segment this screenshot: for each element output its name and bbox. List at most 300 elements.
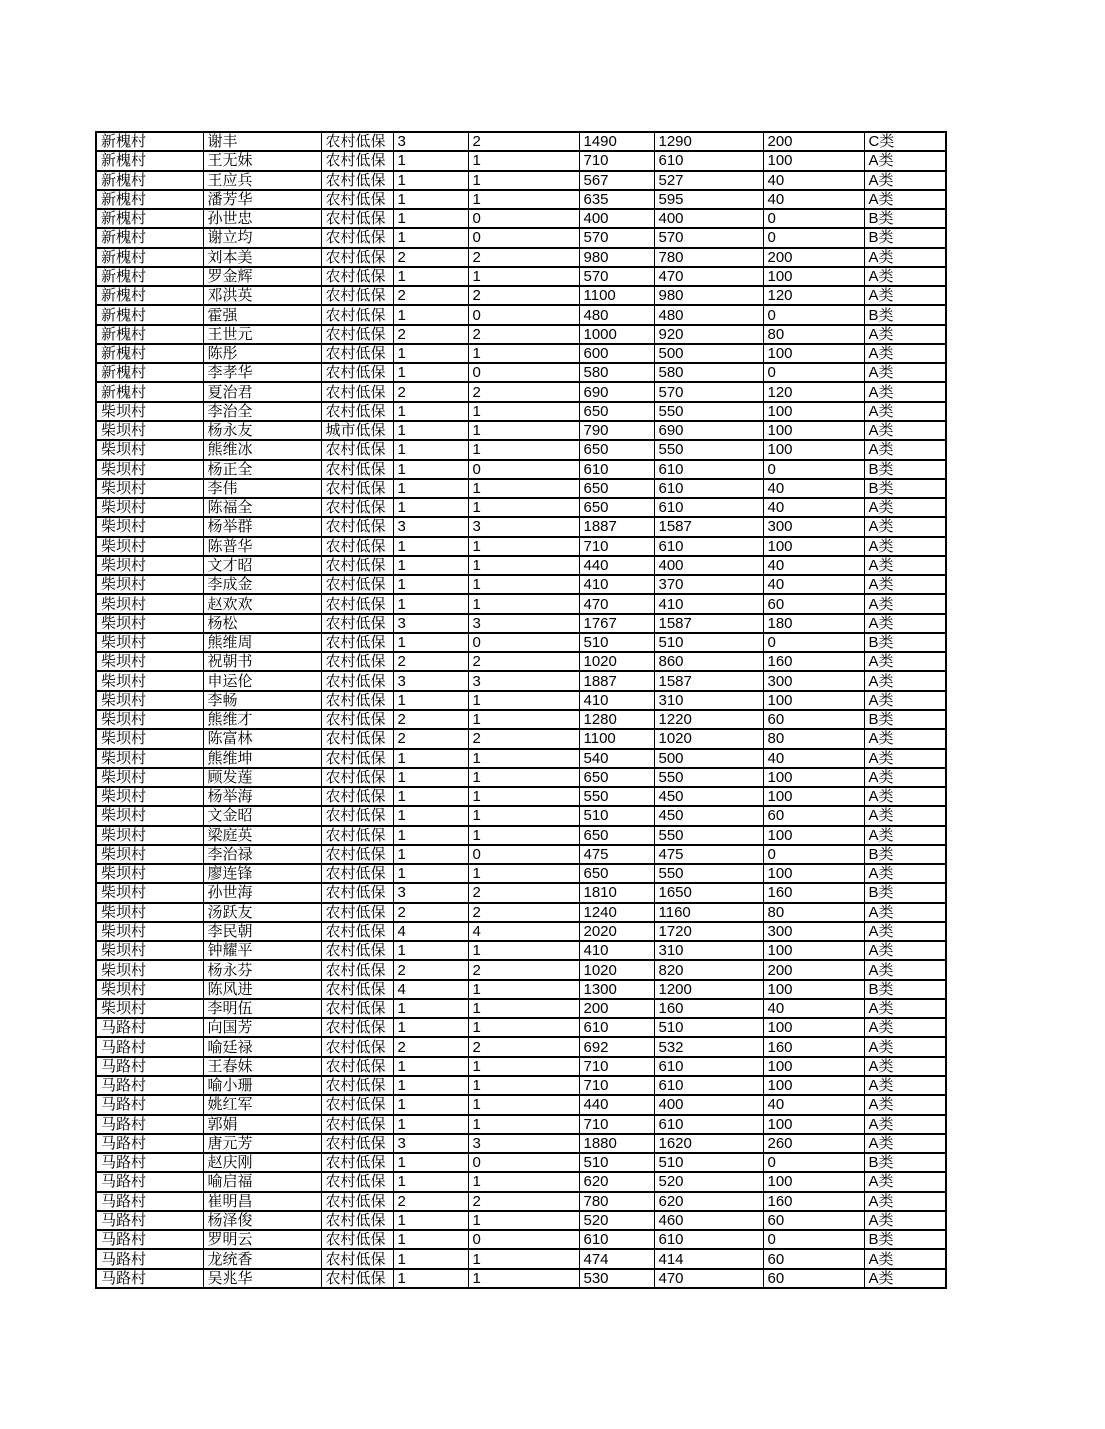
cell-amount-total: 650 — [579, 768, 654, 787]
cell-amount-diff: 0 — [763, 460, 864, 479]
cell-count-b: 1 — [468, 575, 579, 594]
cell-village: 柴坝村 — [96, 421, 203, 440]
cell-count-b: 1 — [468, 768, 579, 787]
cell-count-a: 1 — [393, 826, 468, 845]
cell-amount-base: 400 — [654, 209, 763, 228]
cell-person-name: 钟耀平 — [203, 941, 321, 960]
cell-amount-total: 530 — [579, 1269, 654, 1288]
cell-person-name: 廖连锋 — [203, 864, 321, 883]
cell-amount-base: 400 — [654, 1095, 763, 1114]
cell-village: 新槐村 — [96, 267, 203, 286]
table-row — [96, 1192, 946, 1211]
cell-welfare-type: 农村低保 — [321, 1018, 393, 1037]
cell-village: 新槐村 — [96, 325, 203, 344]
cell-count-a: 1 — [393, 498, 468, 517]
cell-count-a: 1 — [393, 209, 468, 228]
cell-amount-diff: 60 — [763, 1211, 864, 1230]
cell-amount-base: 410 — [654, 594, 763, 613]
cell-amount-diff: 160 — [763, 1037, 864, 1056]
cell-amount-diff: 40 — [763, 999, 864, 1018]
cell-count-b: 1 — [468, 864, 579, 883]
cell-person-name: 罗金辉 — [203, 267, 321, 286]
table-row — [96, 710, 946, 729]
cell-category: B类 — [864, 1230, 946, 1249]
cell-category: A类 — [864, 286, 946, 305]
cell-village: 柴坝村 — [96, 440, 203, 459]
cell-count-a: 1 — [393, 460, 468, 479]
cell-category: A类 — [864, 922, 946, 941]
cell-count-b: 1 — [468, 556, 579, 575]
cell-count-b: 0 — [468, 1230, 579, 1249]
cell-count-b: 0 — [468, 845, 579, 864]
table-row — [96, 749, 946, 768]
table-row — [96, 864, 946, 883]
cell-count-b: 1 — [468, 594, 579, 613]
cell-count-a: 1 — [393, 556, 468, 575]
cell-person-name: 喻廷禄 — [203, 1037, 321, 1056]
cell-person-name: 祝朝书 — [203, 652, 321, 671]
cell-welfare-type: 农村低保 — [321, 575, 393, 594]
cell-person-name: 霍强 — [203, 305, 321, 324]
cell-village: 马路村 — [96, 1153, 203, 1172]
cell-category: B类 — [864, 209, 946, 228]
cell-amount-base: 1587 — [654, 614, 763, 633]
cell-amount-total: 1887 — [579, 517, 654, 536]
cell-welfare-type: 农村低保 — [321, 845, 393, 864]
cell-amount-base: 570 — [654, 382, 763, 401]
cell-amount-base: 690 — [654, 421, 763, 440]
cell-person-name: 姚红军 — [203, 1095, 321, 1114]
cell-village: 柴坝村 — [96, 460, 203, 479]
cell-welfare-type: 农村低保 — [321, 228, 393, 247]
cell-count-b: 1 — [468, 749, 579, 768]
cell-amount-total: 1490 — [579, 132, 654, 151]
cell-person-name: 杨举海 — [203, 787, 321, 806]
cell-category: A类 — [864, 1037, 946, 1056]
cell-person-name: 杨永友 — [203, 421, 321, 440]
cell-amount-total: 474 — [579, 1249, 654, 1268]
cell-person-name: 李治禄 — [203, 845, 321, 864]
cell-amount-base: 310 — [654, 691, 763, 710]
cell-person-name: 孙世海 — [203, 883, 321, 902]
cell-amount-total: 650 — [579, 498, 654, 517]
cell-welfare-type: 农村低保 — [321, 1230, 393, 1249]
cell-count-b: 2 — [468, 1192, 579, 1211]
cell-person-name: 陈风进 — [203, 980, 321, 999]
cell-count-b: 2 — [468, 652, 579, 671]
cell-count-a: 4 — [393, 980, 468, 999]
cell-person-name: 李伟 — [203, 479, 321, 498]
cell-amount-base: 1200 — [654, 980, 763, 999]
cell-amount-diff: 300 — [763, 517, 864, 536]
cell-person-name: 陈富林 — [203, 729, 321, 748]
cell-amount-total: 1810 — [579, 883, 654, 902]
cell-category: A类 — [864, 421, 946, 440]
cell-count-a: 1 — [393, 267, 468, 286]
cell-welfare-type: 农村低保 — [321, 768, 393, 787]
cell-person-name: 李成金 — [203, 575, 321, 594]
cell-amount-total: 470 — [579, 594, 654, 613]
cell-person-name: 汤跃友 — [203, 903, 321, 922]
cell-village: 新槐村 — [96, 305, 203, 324]
cell-count-b: 0 — [468, 363, 579, 382]
cell-person-name: 吴兆华 — [203, 1269, 321, 1288]
cell-count-a: 2 — [393, 286, 468, 305]
table-row — [96, 344, 946, 363]
cell-welfare-type: 农村低保 — [321, 1037, 393, 1056]
cell-welfare-type: 农村低保 — [321, 556, 393, 575]
cell-category: A类 — [864, 1192, 946, 1211]
cell-amount-base: 610 — [654, 1057, 763, 1076]
cell-amount-base: 580 — [654, 363, 763, 382]
cell-village: 柴坝村 — [96, 517, 203, 536]
cell-category: B类 — [864, 1153, 946, 1172]
cell-person-name: 熊维冰 — [203, 440, 321, 459]
cell-amount-base: 450 — [654, 806, 763, 825]
table-row — [96, 305, 946, 324]
cell-person-name: 杨举群 — [203, 517, 321, 536]
cell-person-name: 文金昭 — [203, 806, 321, 825]
cell-amount-total: 580 — [579, 363, 654, 382]
cell-amount-diff: 100 — [763, 1057, 864, 1076]
cell-welfare-type: 农村低保 — [321, 1249, 393, 1268]
table-row — [96, 209, 946, 228]
cell-count-a: 1 — [393, 1057, 468, 1076]
cell-person-name: 杨泽俊 — [203, 1211, 321, 1230]
cell-count-a: 1 — [393, 479, 468, 498]
cell-village: 柴坝村 — [96, 556, 203, 575]
cell-amount-base: 610 — [654, 460, 763, 479]
cell-category: B类 — [864, 479, 946, 498]
cell-welfare-type: 农村低保 — [321, 267, 393, 286]
cell-welfare-type: 农村低保 — [321, 1172, 393, 1191]
cell-count-b: 1 — [468, 710, 579, 729]
cell-count-b: 1 — [468, 826, 579, 845]
table-row — [96, 941, 946, 960]
cell-welfare-type: 农村低保 — [321, 1153, 393, 1172]
cell-village: 新槐村 — [96, 132, 203, 151]
table-row — [96, 1211, 946, 1230]
cell-category: A类 — [864, 1115, 946, 1134]
cell-amount-base: 610 — [654, 1076, 763, 1095]
cell-village: 柴坝村 — [96, 883, 203, 902]
cell-amount-total: 520 — [579, 1211, 654, 1230]
cell-person-name: 杨永芬 — [203, 960, 321, 979]
cell-count-b: 3 — [468, 614, 579, 633]
cell-amount-diff: 40 — [763, 479, 864, 498]
cell-amount-base: 400 — [654, 556, 763, 575]
cell-amount-diff: 0 — [763, 1230, 864, 1249]
cell-category: B类 — [864, 845, 946, 864]
cell-count-a: 1 — [393, 594, 468, 613]
cell-amount-total: 610 — [579, 1230, 654, 1249]
cell-amount-diff: 60 — [763, 806, 864, 825]
cell-amount-total: 600 — [579, 344, 654, 363]
cell-count-b: 2 — [468, 248, 579, 267]
cell-village: 马路村 — [96, 1269, 203, 1288]
cell-amount-base: 1220 — [654, 710, 763, 729]
cell-category: A类 — [864, 1076, 946, 1095]
cell-amount-base: 527 — [654, 171, 763, 190]
cell-category: A类 — [864, 864, 946, 883]
cell-amount-diff: 100 — [763, 1076, 864, 1095]
table-row — [96, 903, 946, 922]
table-row — [96, 1230, 946, 1249]
cell-count-b: 1 — [468, 267, 579, 286]
cell-amount-diff: 120 — [763, 286, 864, 305]
cell-count-a: 2 — [393, 382, 468, 401]
cell-amount-base: 475 — [654, 845, 763, 864]
cell-person-name: 王应兵 — [203, 171, 321, 190]
cell-welfare-type: 农村低保 — [321, 614, 393, 633]
cell-category: B类 — [864, 460, 946, 479]
cell-village: 新槐村 — [96, 151, 203, 170]
cell-welfare-type: 农村低保 — [321, 402, 393, 421]
cell-amount-total: 510 — [579, 1153, 654, 1172]
cell-count-b: 2 — [468, 132, 579, 151]
cell-amount-diff: 120 — [763, 382, 864, 401]
table-row — [96, 1037, 946, 1056]
cell-welfare-type: 农村低保 — [321, 248, 393, 267]
cell-village: 柴坝村 — [96, 614, 203, 633]
table-row — [96, 806, 946, 825]
cell-amount-diff: 0 — [763, 633, 864, 652]
table-row — [96, 1153, 946, 1172]
cell-category: A类 — [864, 1269, 946, 1288]
cell-person-name: 赵庆刚 — [203, 1153, 321, 1172]
cell-category: A类 — [864, 1018, 946, 1037]
cell-village: 马路村 — [96, 1134, 203, 1153]
cell-person-name: 谢丰 — [203, 132, 321, 151]
cell-amount-total: 570 — [579, 228, 654, 247]
cell-category: A类 — [864, 498, 946, 517]
cell-category: A类 — [864, 652, 946, 671]
cell-amount-total: 540 — [579, 749, 654, 768]
cell-welfare-type: 农村低保 — [321, 1134, 393, 1153]
cell-amount-total: 650 — [579, 440, 654, 459]
cell-amount-diff: 40 — [763, 171, 864, 190]
cell-welfare-type: 农村低保 — [321, 671, 393, 690]
cell-welfare-type: 农村低保 — [321, 652, 393, 671]
cell-count-a: 3 — [393, 614, 468, 633]
cell-amount-diff: 100 — [763, 864, 864, 883]
table-row — [96, 479, 946, 498]
cell-amount-diff: 100 — [763, 691, 864, 710]
cell-category: A类 — [864, 440, 946, 459]
cell-category: A类 — [864, 691, 946, 710]
cell-count-a: 1 — [393, 151, 468, 170]
cell-person-name: 郭娟 — [203, 1115, 321, 1134]
cell-category: A类 — [864, 960, 946, 979]
cell-person-name: 杨松 — [203, 614, 321, 633]
cell-village: 柴坝村 — [96, 671, 203, 690]
cell-welfare-type: 农村低保 — [321, 460, 393, 479]
cell-amount-diff: 100 — [763, 421, 864, 440]
table-row — [96, 151, 946, 170]
cell-category: A类 — [864, 382, 946, 401]
table-row — [96, 267, 946, 286]
cell-count-b: 2 — [468, 286, 579, 305]
cell-category: A类 — [864, 806, 946, 825]
cell-count-b: 1 — [468, 479, 579, 498]
cell-person-name: 谢立均 — [203, 228, 321, 247]
cell-amount-base: 510 — [654, 633, 763, 652]
cell-amount-total: 1280 — [579, 710, 654, 729]
cell-category: A类 — [864, 517, 946, 536]
cell-count-a: 3 — [393, 1134, 468, 1153]
table-row — [96, 171, 946, 190]
cell-amount-total: 200 — [579, 999, 654, 1018]
cell-person-name: 杨正全 — [203, 460, 321, 479]
cell-village: 柴坝村 — [96, 864, 203, 883]
cell-count-b: 1 — [468, 806, 579, 825]
cell-count-b: 0 — [468, 1153, 579, 1172]
cell-person-name: 梁庭英 — [203, 826, 321, 845]
cell-amount-total: 1300 — [579, 980, 654, 999]
cell-amount-diff: 100 — [763, 826, 864, 845]
cell-village: 柴坝村 — [96, 479, 203, 498]
cell-count-b: 2 — [468, 883, 579, 902]
cell-count-b: 1 — [468, 1172, 579, 1191]
cell-amount-total: 570 — [579, 267, 654, 286]
cell-amount-diff: 100 — [763, 151, 864, 170]
cell-count-a: 1 — [393, 1115, 468, 1134]
cell-amount-total: 780 — [579, 1192, 654, 1211]
cell-amount-total: 690 — [579, 382, 654, 401]
cell-count-b: 0 — [468, 228, 579, 247]
cell-welfare-type: 农村低保 — [321, 479, 393, 498]
cell-count-b: 1 — [468, 691, 579, 710]
cell-count-a: 1 — [393, 1076, 468, 1095]
cell-village: 新槐村 — [96, 248, 203, 267]
cell-amount-base: 450 — [654, 787, 763, 806]
table-row — [96, 787, 946, 806]
cell-amount-total: 480 — [579, 305, 654, 324]
cell-amount-base: 610 — [654, 498, 763, 517]
cell-amount-total: 550 — [579, 787, 654, 806]
cell-person-name: 潘芳华 — [203, 190, 321, 209]
table-row — [96, 960, 946, 979]
cell-amount-base: 1720 — [654, 922, 763, 941]
cell-person-name: 申运伦 — [203, 671, 321, 690]
cell-count-a: 1 — [393, 190, 468, 209]
cell-amount-total: 710 — [579, 537, 654, 556]
cell-welfare-type: 农村低保 — [321, 710, 393, 729]
cell-count-a: 1 — [393, 421, 468, 440]
cell-category: B类 — [864, 228, 946, 247]
cell-amount-base: 1160 — [654, 903, 763, 922]
cell-amount-total: 440 — [579, 1095, 654, 1114]
cell-count-a: 2 — [393, 903, 468, 922]
cell-count-a: 1 — [393, 941, 468, 960]
cell-count-a: 2 — [393, 710, 468, 729]
cell-count-a: 1 — [393, 864, 468, 883]
cell-amount-diff: 0 — [763, 209, 864, 228]
table-row — [96, 190, 946, 209]
cell-amount-diff: 200 — [763, 960, 864, 979]
cell-amount-diff: 0 — [763, 845, 864, 864]
cell-amount-base: 370 — [654, 575, 763, 594]
cell-count-b: 1 — [468, 1076, 579, 1095]
cell-amount-diff: 200 — [763, 132, 864, 151]
cell-count-a: 1 — [393, 1153, 468, 1172]
cell-count-a: 2 — [393, 652, 468, 671]
table-row — [96, 652, 946, 671]
cell-welfare-type: 农村低保 — [321, 749, 393, 768]
cell-person-name: 顾发莲 — [203, 768, 321, 787]
cell-amount-total: 620 — [579, 1172, 654, 1191]
cell-welfare-type: 农村低保 — [321, 498, 393, 517]
cell-amount-base: 510 — [654, 1018, 763, 1037]
cell-person-name: 李明伍 — [203, 999, 321, 1018]
cell-count-b: 1 — [468, 1269, 579, 1288]
cell-village: 柴坝村 — [96, 710, 203, 729]
cell-person-name: 龙统香 — [203, 1249, 321, 1268]
table-row — [96, 421, 946, 440]
cell-category: A类 — [864, 614, 946, 633]
cell-person-name: 邓洪英 — [203, 286, 321, 305]
cell-count-a: 1 — [393, 1095, 468, 1114]
cell-amount-base: 310 — [654, 941, 763, 960]
cell-category: A类 — [864, 903, 946, 922]
cell-count-b: 1 — [468, 1095, 579, 1114]
cell-village: 柴坝村 — [96, 768, 203, 787]
cell-count-a: 1 — [393, 575, 468, 594]
cell-village: 马路村 — [96, 1172, 203, 1191]
cell-count-b: 2 — [468, 960, 579, 979]
cell-count-b: 0 — [468, 305, 579, 324]
cell-count-b: 2 — [468, 903, 579, 922]
cell-count-a: 1 — [393, 787, 468, 806]
cell-amount-base: 570 — [654, 228, 763, 247]
cell-count-b: 1 — [468, 344, 579, 363]
cell-amount-diff: 40 — [763, 1095, 864, 1114]
cell-village: 马路村 — [96, 1192, 203, 1211]
cell-count-a: 1 — [393, 344, 468, 363]
cell-amount-base: 620 — [654, 1192, 763, 1211]
cell-amount-total: 510 — [579, 633, 654, 652]
cell-amount-total: 1240 — [579, 903, 654, 922]
cell-village: 柴坝村 — [96, 826, 203, 845]
cell-amount-total: 980 — [579, 248, 654, 267]
cell-amount-diff: 100 — [763, 941, 864, 960]
cell-category: B类 — [864, 883, 946, 902]
cell-category: A类 — [864, 190, 946, 209]
cell-person-name: 夏治君 — [203, 382, 321, 401]
cell-amount-base: 610 — [654, 1115, 763, 1134]
cell-amount-total: 610 — [579, 460, 654, 479]
cell-category: A类 — [864, 749, 946, 768]
cell-amount-base: 520 — [654, 1172, 763, 1191]
cell-person-name: 陈彤 — [203, 344, 321, 363]
cell-person-name: 熊维周 — [203, 633, 321, 652]
cell-village: 新槐村 — [96, 209, 203, 228]
cell-count-a: 1 — [393, 402, 468, 421]
cell-amount-base: 470 — [654, 1269, 763, 1288]
cell-village: 柴坝村 — [96, 402, 203, 421]
cell-welfare-type: 农村低保 — [321, 1192, 393, 1211]
cell-amount-total: 440 — [579, 556, 654, 575]
cell-village: 马路村 — [96, 1211, 203, 1230]
cell-category: A类 — [864, 325, 946, 344]
cell-count-b: 1 — [468, 941, 579, 960]
cell-count-a: 1 — [393, 537, 468, 556]
table-row — [96, 1095, 946, 1114]
cell-amount-base: 480 — [654, 305, 763, 324]
cell-amount-base: 610 — [654, 479, 763, 498]
cell-category: A类 — [864, 671, 946, 690]
cell-amount-base: 610 — [654, 1230, 763, 1249]
